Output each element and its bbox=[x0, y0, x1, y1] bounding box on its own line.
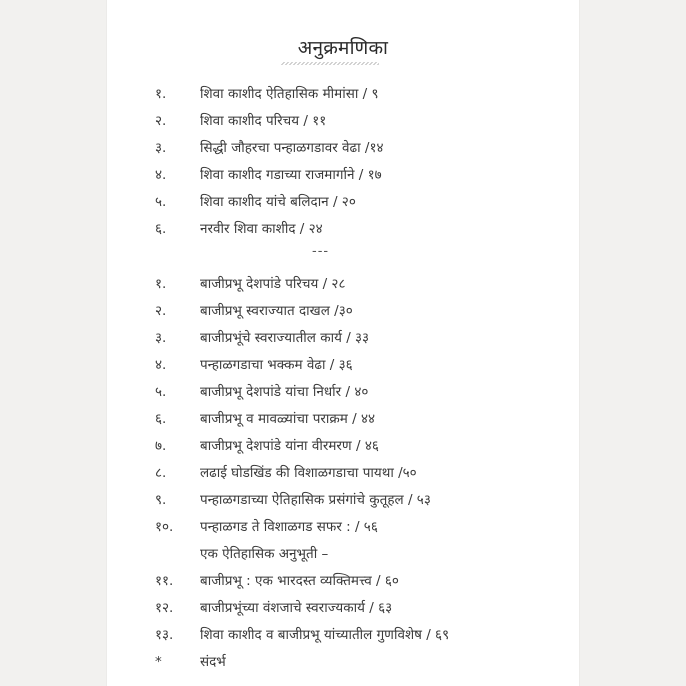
book-page: अनुक्रमणिका १. शिवा काशीद ऐतिहासिक मीमांसा / ९ २. शिवा काशीद परिचय / ११ ३. सिद्धी जौहरचा पन्हाळगडावर वेढा /१४ ४. शिवा काशीद गडाच्या राजमार्गाने / १७ ५. शिवा काशीद यांचे बलिदान / २० ६. नरवीर शिवा काशीद / २४ --- १. बाजीप्रभू देशपांडे परिचय / २८ २. बाजीप्रभू स्वराज्यात दाखल /३० ३. बाजीप्रभूंचे स्वराज्यातील कार्य / ३३ ४. पन्हाळगडाचा भक्कम वेढा / ३६ ५. बाजीप्रभू देशपांडे यांचा निर्धार / ४० ६. बाजीप्रभू व मावळ्यांचा पराक्रम / ४४ ७. बाजीप्रभू देशपांडे यांना वीरमरण / ४६ ८. लढाई घोडखिंड की विशाळगडाचा पायथा /५० ९. पन्हाळगडाच्या ऐतिहासिक प्रसंगांचे कुतूहल / ५३ १०. पन्हाळगड ते विशाळगड सफर : / ५६ एक ऐतिहासिक अनुभूती – ११. बाजीप्रभू : एक भारदस्त व्यक्तिमत्त्व / ६० १२. बाजीप्रभूंच्या वंशजाचे स्वराज्यकार्य / ६३ १३. शिवा काशीद व बाजीप्रभू यांच्यातील गुणविशेष / ६९ * संदर्भ bbox=[107, 0, 579, 686]
title-underline bbox=[281, 62, 379, 65]
asterisk-icon: * bbox=[155, 654, 162, 670]
page-title: अनुक्रमणिका bbox=[297, 37, 389, 59]
section-separator: --- bbox=[312, 244, 330, 259]
